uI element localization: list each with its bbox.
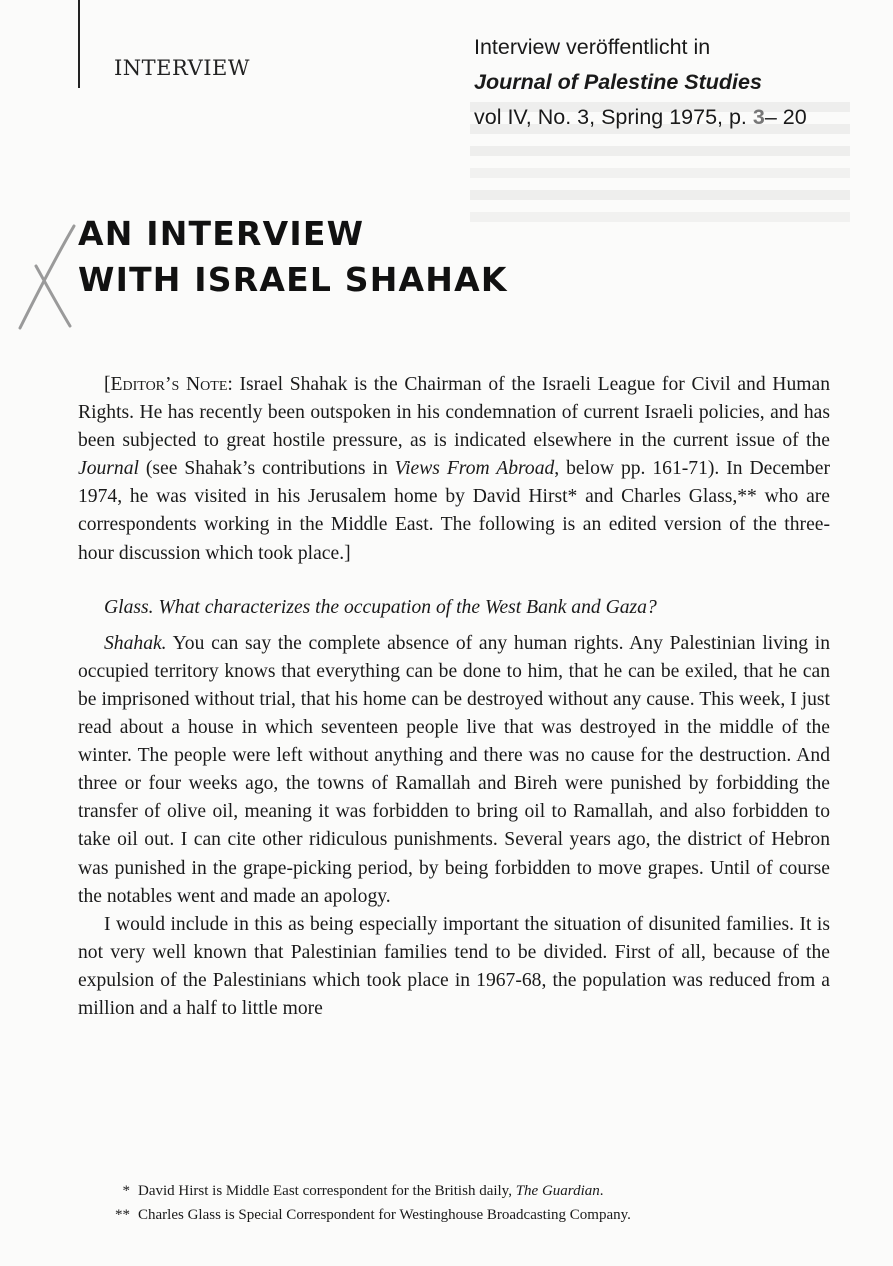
answer-paragraph <box>78 630 830 911</box>
margin-rule <box>78 0 80 88</box>
title-line-1: AN INTERVIEW <box>78 214 365 253</box>
citation-suffix: – 20 <box>764 105 807 129</box>
handwritten-page-number: 3 <box>752 105 765 129</box>
section-label: INTERVIEW <box>114 56 250 80</box>
speaker-name: Glass. <box>104 596 154 618</box>
footnote-1: * David Hirst is Middle East correspondent for the British daily, The Guardian. <box>122 1183 604 1199</box>
citation <box>474 100 807 135</box>
publication-note-line1: Interview veröffentlicht in <box>474 35 711 59</box>
footnotes <box>104 1179 864 1227</box>
editors-note-label: Editor’s Note <box>110 374 228 395</box>
journal-ref: Journal <box>78 458 139 480</box>
article-body <box>78 371 830 1023</box>
answer-text: You can say the complete absence of any human rights. Any Palestinian living in occupied territory knows that everything can be done to him, that he can be exiled, that he can be imprisoned without trial, that his home can be destroyed without any cause. This week, I just read about a house in which seventeen people live that was destroyed in the middle of the winter. The people were left without anything and there was no cause for the destruction. And three or four weeks ago, the towns of Ramallah and Bireh were punished by forbidding the transfer of olive oil, meaning it was forbidden to bring oil to Ramallah, and also forbidden to take oil out. I can cite other ridiculous punishments. Several years ago, the district of Hebron was punished in the grape-picking period, by being forbidden to move grapes. Until of course the notables went and made an apology. <box>78 632 831 907</box>
title-line-2: WITH ISRAEL SHAHAK <box>78 260 508 299</box>
journal-name: Journal of Palestine Studies <box>474 70 762 94</box>
question-text: What characterizes the occupation of the West Bank and Gaza? <box>158 596 657 618</box>
answer-paragraph-continued: I would include in this as being especially important the situation of disunited families. It is not very well known that Palestinian families tend to be divided. First of all, because of the expulsion of the Palestinians which took place in 1967-68, the population was reduced from a million and a half to little more <box>78 913 830 1019</box>
question-paragraph <box>78 594 830 622</box>
publication-note <box>474 30 807 135</box>
speaker-name: Shahak. <box>104 632 167 654</box>
citation-prefix: vol IV, No. 3, Spring 1975, p. <box>474 105 753 129</box>
editors-note: [Editor’s Note: Israel Shahak is the Chairman of the Israeli League for Civil and Human Rights. He has recently been outspoken in his condemnation of current Israeli policies, and has been subjected to great hostile pressure, as is indicated elsewhere in the current issue of the Journal (see Shahak’s contributions in Views From Abroad, below pp. 161-71). In December 1974, he was visited in his Jerusalem home by David Hirst* and Charles Glass,** who are correspondents working in the Middle East. The following is an edited version of the three-hour discussion which took place.] <box>78 374 830 564</box>
section-ref: Views From Abroad <box>394 458 555 480</box>
footnote-2: ** Charles Glass is Special Correspondent for Westinghouse Broadcasting Company. <box>115 1207 631 1223</box>
handwritten-x-icon <box>12 222 82 332</box>
article-title <box>78 211 508 303</box>
